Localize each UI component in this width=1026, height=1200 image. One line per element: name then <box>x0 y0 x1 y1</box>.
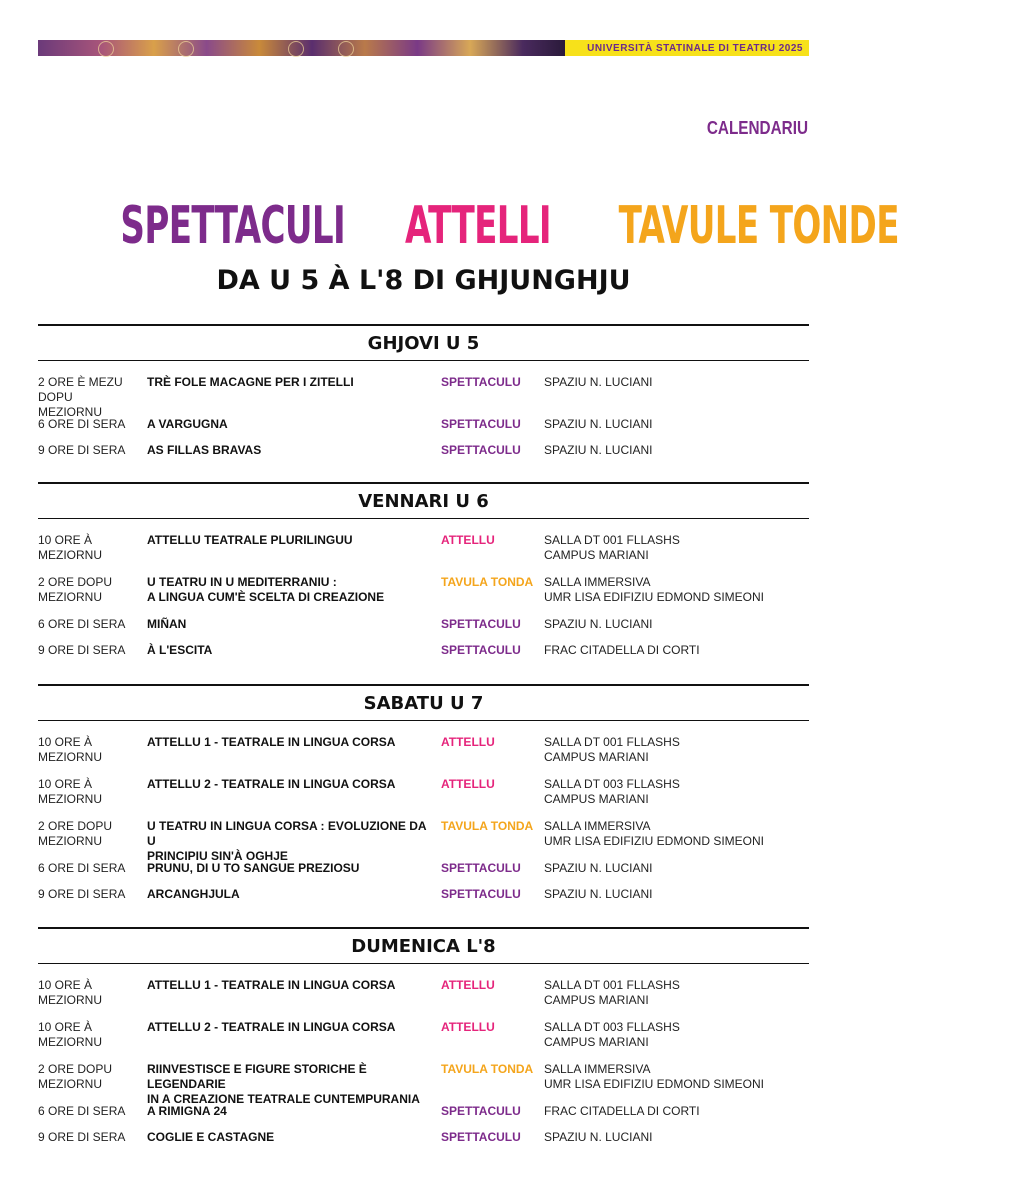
event-type: ATTELLU <box>441 978 495 992</box>
section-title: CALENDARIU <box>706 118 808 138</box>
event-type: SPETTACULU <box>441 1130 521 1144</box>
day-section <box>38 324 809 457</box>
event-title: AS FILLAS BRAVAS <box>147 443 262 457</box>
seal-icon <box>338 41 354 57</box>
day-header: SABATU U 7 <box>38 684 809 721</box>
day-header: DUMENICA L'8 <box>38 927 809 964</box>
event-type: SPETTACULU <box>441 375 521 389</box>
event-title: ATTELLU 1 - TEATRALE IN LINGUA CORSA <box>147 978 396 992</box>
day-header: VENNARI U 6 <box>38 482 809 519</box>
event-venue: SALLA DT 001 FLLASHS CAMPUS MARIANI <box>544 533 680 562</box>
event-title: MIÑAN <box>147 617 187 631</box>
event-time: 10 ORE À MEZIORNU <box>38 1020 102 1049</box>
day-section <box>38 482 809 657</box>
event-time: 2 ORE DOPU MEZIORNU <box>38 575 113 604</box>
event-time: 10 ORE À MEZIORNU <box>38 978 102 1007</box>
event-venue: SPAZIU N. LUCIANI <box>544 443 653 457</box>
event-time: 9 ORE DI SERA <box>38 643 126 657</box>
event-time: 6 ORE DI SERA <box>38 617 126 631</box>
date-range-subtitle: DA U 5 À L'8 DI GHJUNGHJU <box>216 265 631 296</box>
event-type: SPETTACULU <box>441 617 521 631</box>
event-title: À L'ESCITA <box>147 643 213 657</box>
event-type: SPETTACULU <box>441 861 521 875</box>
event-venue: FRAC CITADELLA DI CORTI <box>544 1104 700 1118</box>
event-venue: SPAZIU N. LUCIANI <box>544 887 653 901</box>
event-time: 10 ORE À MEZIORNU <box>38 777 102 806</box>
event-time: 6 ORE DI SERA <box>38 1104 126 1118</box>
event-title: A VARGUGNA <box>147 417 228 431</box>
event-type: TAVULA TONDA <box>441 819 534 833</box>
event-type: ATTELLU <box>441 777 495 791</box>
day-section <box>38 927 809 1144</box>
event-venue: SALLA DT 003 FLLASHS CAMPUS MARIANI <box>544 777 680 806</box>
title-word-spettaculi: SPETTACULI <box>120 196 345 256</box>
event-type: SPETTACULU <box>441 417 521 431</box>
event-type: ATTELLU <box>441 735 495 749</box>
event-type: ATTELLU <box>441 1020 495 1034</box>
event-type: SPETTACULU <box>441 1104 521 1118</box>
day-header: GHJOVI U 5 <box>38 324 809 361</box>
event-venue: FRAC CITADELLA DI CORTI <box>544 643 700 657</box>
event-title: PRUNU, DI U TO SANGUE PREZIOSU <box>147 861 360 875</box>
event-type: SPETTACULU <box>441 887 521 901</box>
event-time: 2 ORE È MEZU DOPU MEZIORNU <box>38 375 123 419</box>
event-venue: SALLA IMMERSIVA UMR LISA EDIFIZIU EDMOND SIMEONI <box>544 819 765 848</box>
event-venue: SPAZIU N. LUCIANI <box>544 417 653 431</box>
event-type: SPETTACULU <box>441 643 521 657</box>
event-time: 10 ORE À MEZIORNU <box>38 533 102 562</box>
event-title: TRÈ FOLE MACAGNE PER I ZITELLI <box>147 375 354 389</box>
event-venue: SPAZIU N. LUCIANI <box>544 1130 653 1144</box>
event-title: ARCANGHJULA <box>147 887 240 901</box>
event-time: 6 ORE DI SERA <box>38 861 126 875</box>
event-time: 10 ORE À MEZIORNU <box>38 735 102 764</box>
event-venue: SPAZIU N. LUCIANI <box>544 617 653 631</box>
top-banner <box>38 40 809 56</box>
title-word-tavule-tonde: TAVULE TONDE <box>618 196 899 256</box>
event-title: A RIMIGNA 24 <box>147 1104 227 1118</box>
event-venue: SPAZIU N. LUCIANI <box>544 861 653 875</box>
event-venue: SALLA DT 003 FLLASHS CAMPUS MARIANI <box>544 1020 680 1049</box>
event-title: ATTELLU TEATRALE PLURILINGUU <box>147 533 353 547</box>
event-venue: SALLA IMMERSIVA UMR LISA EDIFIZIU EDMOND SIMEONI <box>544 1062 765 1091</box>
event-time: 9 ORE DI SERA <box>38 443 126 457</box>
event-title: ATTELLU 2 - TEATRALE IN LINGUA CORSA <box>147 777 396 791</box>
event-type: SPETTACULU <box>441 443 521 457</box>
event-title: RIINVESTISCE E FIGURE STORICHE È LEGENDARIE IN A CREAZIONE TEATRALE CUNTEMPURANIA <box>147 1062 420 1106</box>
event-type: ATTELLU <box>441 533 495 547</box>
title-word-attelli: ATTELLI <box>405 196 552 256</box>
event-time: 9 ORE DI SERA <box>38 887 126 901</box>
page-title <box>0 196 899 256</box>
seal-icon <box>178 41 194 57</box>
event-venue: SALLA IMMERSIVA UMR LISA EDIFIZIU EDMOND SIMEONI <box>544 575 765 604</box>
event-title: U TEATRU IN LINGUA CORSA : EVOLUZIONE DA U PRINCIPIU SIN'À OGHJE <box>147 819 427 863</box>
event-time: 6 ORE DI SERA <box>38 417 126 431</box>
banner-photo-strip <box>38 40 565 56</box>
event-title: ATTELLU 1 - TEATRALE IN LINGUA CORSA <box>147 735 396 749</box>
event-title: ATTELLU 2 - TEATRALE IN LINGUA CORSA <box>147 1020 396 1034</box>
event-venue: SPAZIU N. LUCIANI <box>544 375 653 389</box>
event-title: COGLIE E CASTAGNE <box>147 1130 275 1144</box>
day-section <box>38 684 809 901</box>
event-time: 9 ORE DI SERA <box>38 1130 126 1144</box>
event-title: U TEATRU IN U MEDITERRANIU : A LINGUA CUM'È SCELTA DI CREAZIONE <box>147 575 385 604</box>
event-venue: SALLA DT 001 FLLASHS CAMPUS MARIANI <box>544 978 680 1007</box>
seal-icon <box>288 41 304 57</box>
event-type: TAVULA TONDA <box>441 575 534 589</box>
event-time: 2 ORE DOPU MEZIORNU <box>38 1062 113 1091</box>
seal-icon <box>98 41 114 57</box>
event-venue: SALLA DT 001 FLLASHS CAMPUS MARIANI <box>544 735 680 764</box>
event-type: TAVULA TONDA <box>441 1062 534 1076</box>
banner-tag: UNIVERSITÀ STATINALE DI TEATRU 2025 <box>565 40 809 56</box>
event-time: 2 ORE DOPU MEZIORNU <box>38 819 113 848</box>
